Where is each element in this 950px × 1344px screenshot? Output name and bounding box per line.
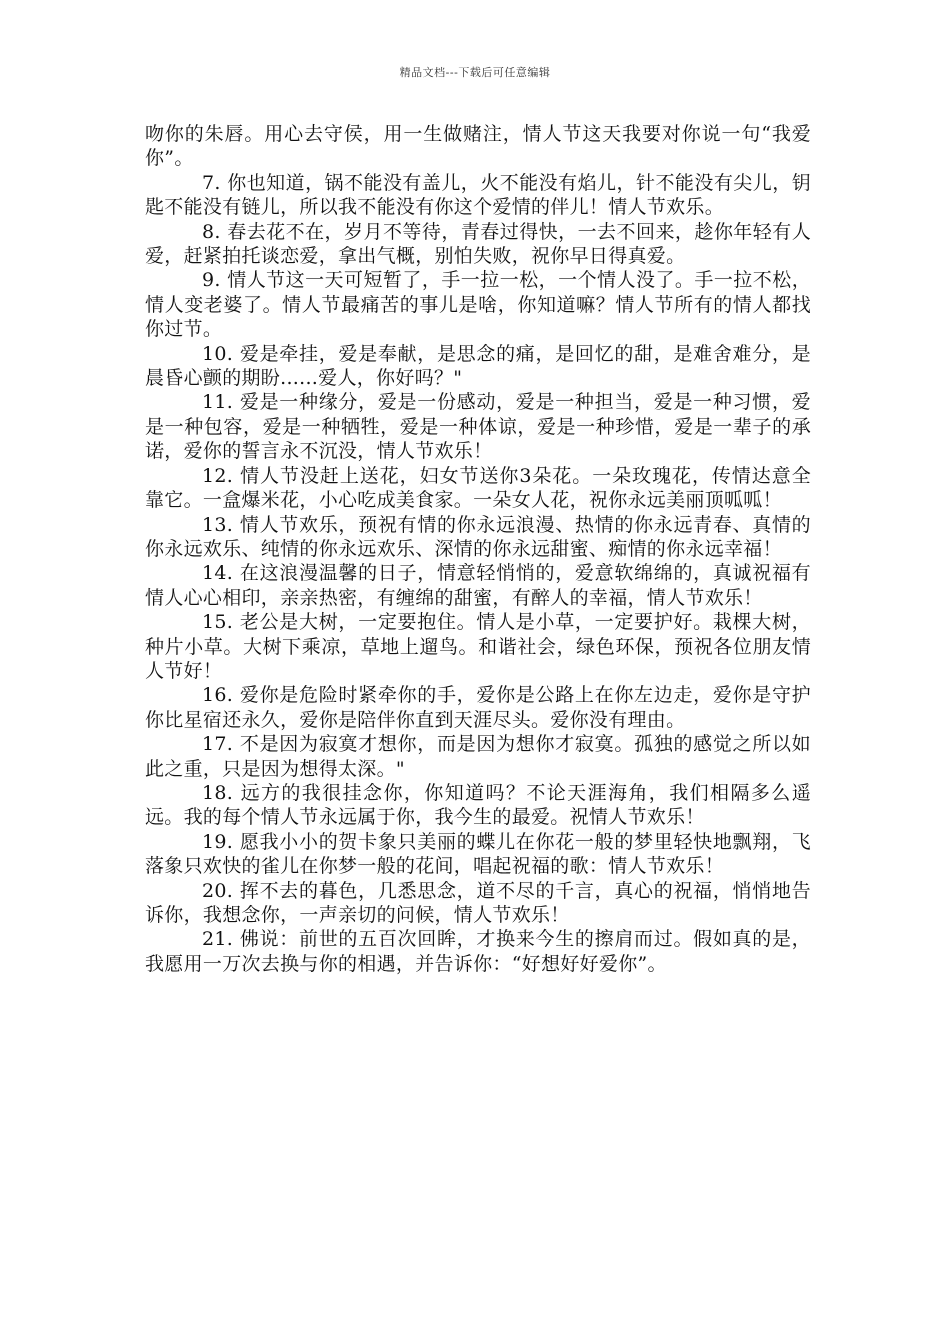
paragraph-item-15: 15. 老公是大树，一定要抱住。情人是小草，一定要护好。栽棵大树，种片小草。大树下乘凉，草地上遛鸟。和谐社会，绿色环保，预祝各位朋友情人节好！ — [145, 611, 811, 682]
page-header: 精品文档---下载后可任意编辑 — [399, 66, 551, 79]
paragraph-item-13: 13. 情人节欢乐，预祝有情的你永远浪漫、热情的你永远青春、真情的你永远欢乐、纯情的你永远欢乐、深情的你永远甜蜜、痴情的你永远幸福！ — [145, 513, 811, 560]
document-body — [145, 122, 811, 976]
paragraph-continuation: 吻你的朱唇。用心去守侯，用一生做赌注，情人节这天我要对你说一句“我爱你”。 — [145, 123, 811, 170]
paragraph-item-12: 12. 情人节没赶上送花，妇女节送你3朵花。一朵玫瑰花，传情达意全靠它。一盒爆米花，小心吃成美食家。一朵女人花，祝你永远美丽顶呱呱！ — [145, 464, 811, 512]
paragraph-item-10: 10. 爱是牵挂，爱是奉献，是思念的痛，是回忆的甜，是难舍难分，是晨昏心颤的期盼......爱人，你好吗？" — [145, 342, 811, 390]
paragraph-item-17: 17. 不是因为寂寞才想你，而是因为想你才寂寞。孤独的感觉之所以如此之重，只是因为想得太深。" — [145, 733, 811, 780]
paragraph-item-7: 7. 你也知道，锅不能没有盖儿，火不能没有焰儿，针不能没有尖儿，钥匙不能没有链儿，所以我不能没有你这个爱情的伴儿！情人节欢乐。 — [145, 171, 811, 219]
paragraph-item-9: 9. 情人节这一天可短暂了，手一拉一松，一个情人没了。手一拉不松，情人变老婆了。情人节最痛苦的事儿是啥，你知道嘛？情人节所有的情人都找你过节。 — [145, 269, 811, 341]
paragraph-item-19: 19. 愿我小小的贺卡象只美丽的蝶儿在你花一般的梦里轻快地飘翔，飞落象只欢快的雀儿在你梦一般的花间，唱起祝福的歌：情人节欢乐！ — [145, 830, 811, 878]
paragraph-item-16: 16. 爱你是危险时紧牵你的手，爱你是公路上在你左边走，爱你是守护你比星宿还永久，爱你是陪伴你直到天涯尽头。爱你没有理由。 — [145, 684, 811, 731]
paragraph-item-8: 8. 春去花不在，岁月不等待，青春过得快，一去不回来，趁你年轻有人爱，赶紧拍托谈恋爱，拿出气概，别怕失败，祝你早日得真爱。 — [145, 220, 811, 268]
paragraph-item-18: 18. 远方的我很挂念你，你知道吗？不论天涯海角，我们相隔多么遥远。我的每个情人节永远属于你，我今生的最爱。祝情人节欢乐！ — [145, 781, 811, 829]
paragraph-item-11: 11. 爱是一种缘分，爱是一份感动，爱是一种担当，爱是一种习惯，爱是一种包容，爱是一种牺牲，爱是一种体谅，爱是一种珍惜，爱是一辈子的承诺，爱你的誓言永不沉没，情人节欢乐！ — [145, 391, 811, 463]
paragraph-item-21: 21. 佛说：前世的五百次回眸，才换来今生的擦肩而过。假如真的是，我愿用一万次去换与你的相遇，并告诉你：“好想好好爱你”。 — [145, 928, 811, 975]
paragraph-item-14: 14. 在这浪漫温馨的日子，情意轻悄悄的，爱意软绵绵的，真诚祝福有情人心心相印，亲亲热密，有缠绵的甜蜜，有醉人的幸福，情人节欢乐！ — [145, 562, 811, 609]
paragraph-item-20: 20. 挥不去的暮色，几悉思念，道不尽的千言，真心的祝福，悄悄地告诉你，我想念你，一声亲切的问候，情人节欢乐！ — [145, 879, 811, 926]
